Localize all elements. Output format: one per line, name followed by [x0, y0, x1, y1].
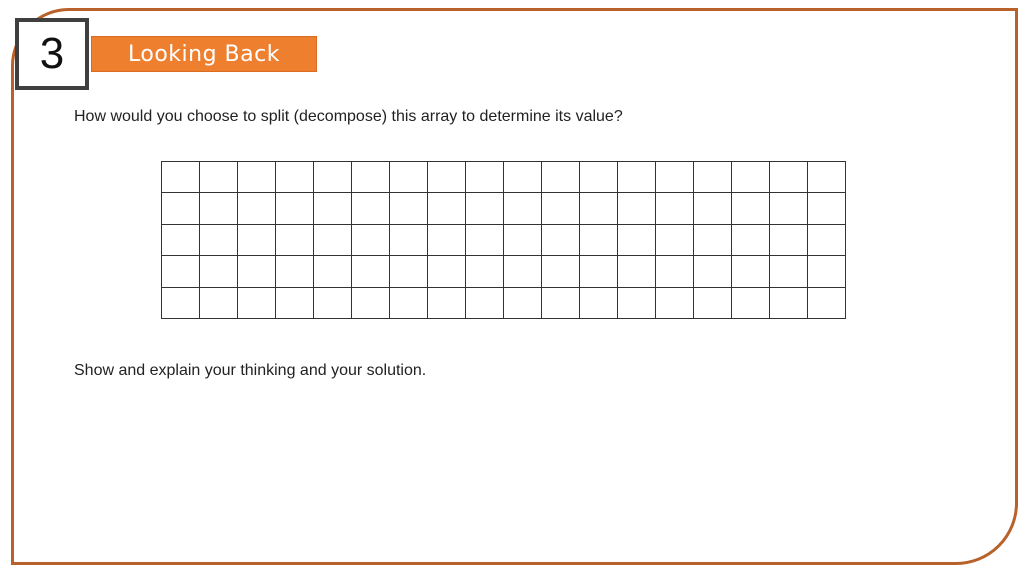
array-cell — [656, 256, 694, 287]
array-cell — [162, 288, 200, 319]
array-cell — [390, 256, 428, 287]
array-cell — [618, 225, 656, 256]
array-cell — [390, 288, 428, 319]
array-cell — [694, 193, 732, 224]
array-cell — [770, 225, 808, 256]
array-cell — [200, 193, 238, 224]
array-cell — [238, 162, 276, 193]
array-cell — [352, 256, 390, 287]
array-cell — [352, 225, 390, 256]
array-cell — [656, 225, 694, 256]
array-cell — [542, 162, 580, 193]
array-cell — [238, 225, 276, 256]
array-cell — [314, 162, 352, 193]
array-cell — [694, 256, 732, 287]
instruction-text: Show and explain your thinking and your solution. — [74, 362, 427, 379]
array-cell — [770, 288, 808, 319]
array-cell — [808, 288, 846, 319]
array-cell — [770, 162, 808, 193]
array-cell — [466, 162, 504, 193]
array-cell — [314, 288, 352, 319]
array-cell — [466, 193, 504, 224]
title-banner — [91, 36, 317, 72]
array-cell — [276, 225, 314, 256]
array-cell — [162, 193, 200, 224]
array-cell — [808, 193, 846, 224]
array-cell — [504, 193, 542, 224]
array-cell — [580, 193, 618, 224]
array-cell — [732, 256, 770, 287]
array-cell — [656, 193, 694, 224]
array-cell — [504, 256, 542, 287]
array-cell — [732, 288, 770, 319]
array-cell — [618, 256, 656, 287]
array-cell — [580, 162, 618, 193]
array-cell — [504, 288, 542, 319]
array-cell — [808, 256, 846, 287]
array-cell — [390, 193, 428, 224]
array-cell — [542, 256, 580, 287]
array-cell — [428, 288, 466, 319]
array-cell — [314, 225, 352, 256]
array-cell — [618, 288, 656, 319]
array-cell — [162, 225, 200, 256]
array-cell — [542, 193, 580, 224]
array-cell — [694, 288, 732, 319]
array-grid — [161, 161, 846, 319]
array-cell — [580, 225, 618, 256]
array-cell — [542, 288, 580, 319]
slide-number: 3 — [39, 29, 65, 78]
array-cell — [200, 288, 238, 319]
array-cell — [466, 288, 504, 319]
array-cell — [238, 288, 276, 319]
array-cell — [428, 225, 466, 256]
array-cell — [580, 288, 618, 319]
array-cell — [276, 162, 314, 193]
array-cell — [314, 193, 352, 224]
array-cell — [580, 256, 618, 287]
array-cell — [390, 162, 428, 193]
array-cell — [200, 256, 238, 287]
array-cell — [732, 162, 770, 193]
array-cell — [276, 288, 314, 319]
array-cell — [238, 193, 276, 224]
array-cell — [732, 193, 770, 224]
array-cell — [770, 193, 808, 224]
array-cell — [808, 162, 846, 193]
array-cell — [466, 256, 504, 287]
array-cell — [504, 162, 542, 193]
array-cell — [466, 225, 504, 256]
array-cell — [314, 256, 352, 287]
array-cell — [656, 162, 694, 193]
array-cell — [732, 225, 770, 256]
array-cell — [276, 256, 314, 287]
array-cell — [390, 225, 428, 256]
question-text: How would you choose to split (decompose) this array to determine its value? — [74, 108, 623, 125]
array-cell — [276, 193, 314, 224]
array-cell — [428, 193, 466, 224]
array-cell — [618, 193, 656, 224]
array-cell — [352, 288, 390, 319]
array-cell — [428, 256, 466, 287]
array-cell — [352, 162, 390, 193]
array-cell — [162, 162, 200, 193]
array-cell — [428, 162, 466, 193]
array-cell — [694, 162, 732, 193]
array-cell — [352, 193, 390, 224]
array-cell — [770, 256, 808, 287]
array-cell — [808, 225, 846, 256]
array-cell — [200, 162, 238, 193]
array-cell — [694, 225, 732, 256]
array-cell — [618, 162, 656, 193]
slide-title: Looking Back — [128, 41, 280, 67]
array-cell — [200, 225, 238, 256]
array-cell — [504, 225, 542, 256]
slide-number-badge — [15, 18, 89, 90]
array-cell — [238, 256, 276, 287]
array-cell — [542, 225, 580, 256]
array-cell — [162, 256, 200, 287]
array-cell — [656, 288, 694, 319]
